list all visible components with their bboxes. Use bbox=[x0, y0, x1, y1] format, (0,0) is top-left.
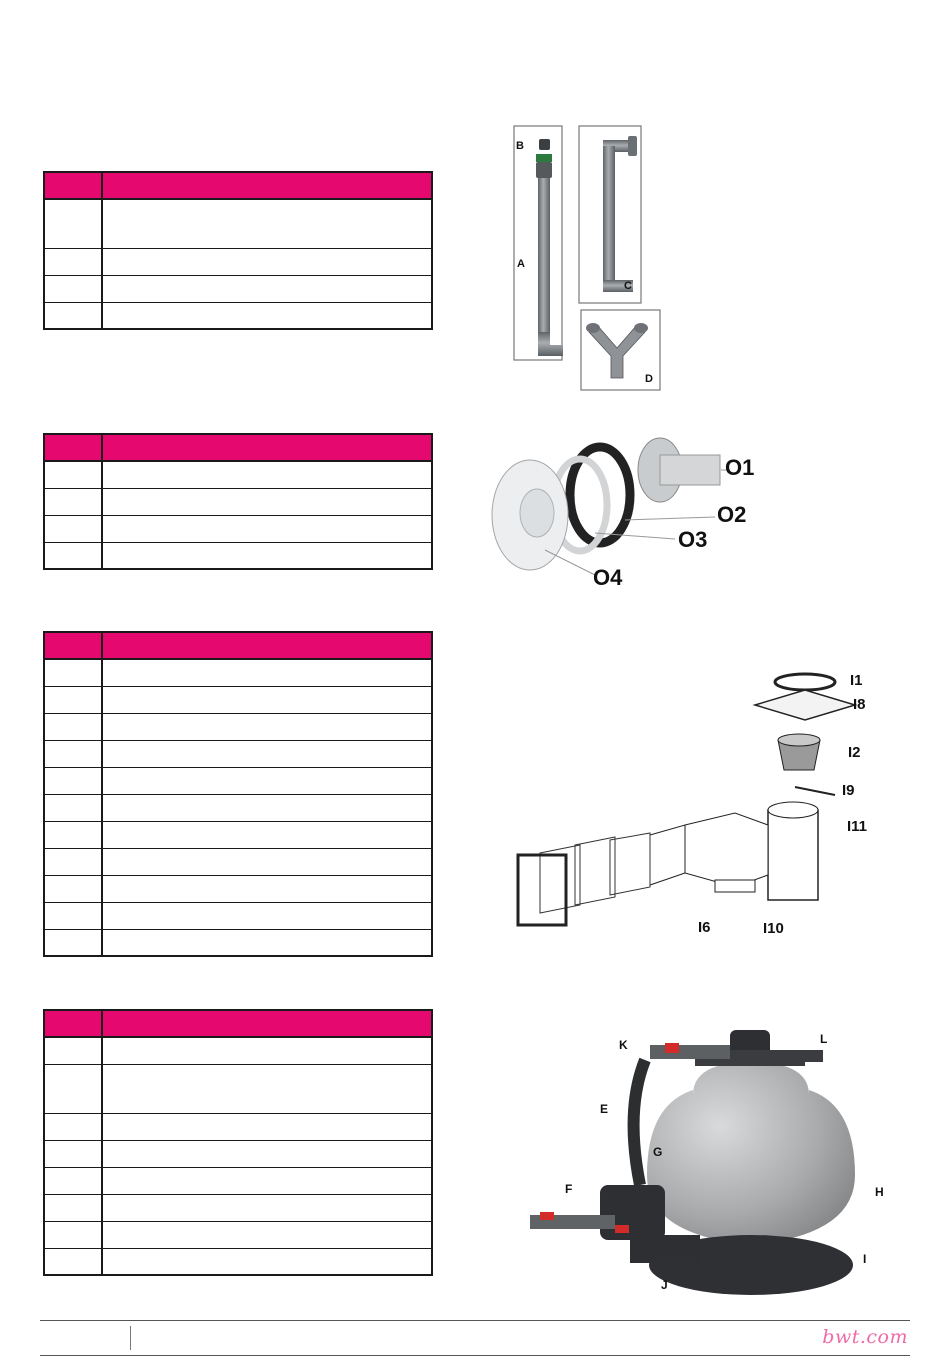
part-a-union bbox=[536, 162, 552, 178]
header-cell-ref bbox=[44, 1010, 102, 1037]
cell-ref bbox=[44, 848, 102, 875]
header-cell-description bbox=[102, 632, 432, 659]
parts-table-skimmer bbox=[43, 631, 433, 957]
table-row bbox=[44, 302, 432, 329]
table-row bbox=[44, 929, 432, 956]
label-g: G bbox=[653, 1145, 663, 1159]
part-d-port-right bbox=[634, 323, 648, 333]
part-b-green-ring bbox=[536, 154, 552, 162]
cell-description bbox=[102, 1194, 432, 1221]
label-a: A bbox=[517, 258, 525, 270]
cell-description bbox=[102, 275, 432, 302]
cell-ref bbox=[44, 902, 102, 929]
header-cell-description bbox=[102, 1010, 432, 1037]
filter-unit-illustration bbox=[515, 1020, 895, 1300]
cell-description bbox=[102, 302, 432, 329]
figure-pipes bbox=[505, 120, 675, 395]
label-i1: I1 bbox=[850, 672, 863, 689]
table-row bbox=[44, 1113, 432, 1140]
cell-ref bbox=[44, 1140, 102, 1167]
label-i6: I6 bbox=[698, 919, 711, 935]
table-header-row bbox=[44, 632, 432, 659]
table-row bbox=[44, 1194, 432, 1221]
table-row bbox=[44, 740, 432, 767]
part-f-handle-1 bbox=[540, 1212, 554, 1220]
label-l: L bbox=[820, 1032, 828, 1046]
cell-ref bbox=[44, 713, 102, 740]
part-b-cap bbox=[539, 139, 550, 150]
table-row bbox=[44, 488, 432, 515]
cell-ref bbox=[44, 1194, 102, 1221]
part-i11-body bbox=[768, 810, 818, 900]
cell-description bbox=[102, 1064, 432, 1113]
footer-bottom-rule bbox=[40, 1355, 910, 1356]
label-i8: I8 bbox=[853, 696, 866, 713]
cell-ref bbox=[44, 875, 102, 902]
part-i9-rod bbox=[795, 787, 835, 795]
part-e-hose bbox=[634, 1060, 645, 1185]
part-i10-pipe bbox=[715, 880, 755, 892]
table-row bbox=[44, 686, 432, 713]
label-i9: I9 bbox=[842, 782, 855, 799]
cell-ref bbox=[44, 767, 102, 794]
part-i8-lid bbox=[755, 690, 855, 720]
footer-divider bbox=[130, 1326, 131, 1350]
part-i6-flange bbox=[650, 825, 685, 885]
cell-description bbox=[102, 199, 432, 248]
cell-description bbox=[102, 1248, 432, 1275]
cell-description bbox=[102, 1221, 432, 1248]
table-row bbox=[44, 821, 432, 848]
cell-ref bbox=[44, 1167, 102, 1194]
cell-ref bbox=[44, 794, 102, 821]
cell-description bbox=[102, 902, 432, 929]
cell-description bbox=[102, 1113, 432, 1140]
cell-ref bbox=[44, 199, 102, 248]
figure-filter-unit bbox=[515, 1020, 895, 1300]
table-row bbox=[44, 713, 432, 740]
table-row bbox=[44, 1037, 432, 1064]
table-row bbox=[44, 848, 432, 875]
part-k-pipe bbox=[650, 1045, 730, 1059]
cell-description bbox=[102, 515, 432, 542]
cell-ref bbox=[44, 1221, 102, 1248]
part-i2-basket-rim bbox=[778, 734, 820, 746]
part-i1-ring bbox=[775, 674, 835, 690]
table-row bbox=[44, 515, 432, 542]
cell-description bbox=[102, 713, 432, 740]
cell-description bbox=[102, 1037, 432, 1064]
table-row bbox=[44, 1221, 432, 1248]
label-c: C bbox=[624, 280, 632, 292]
table-row bbox=[44, 902, 432, 929]
cell-ref bbox=[44, 1113, 102, 1140]
header-cell-ref bbox=[44, 632, 102, 659]
label-o3: O3 bbox=[678, 527, 708, 552]
header-cell-ref bbox=[44, 434, 102, 461]
header-cell-description bbox=[102, 434, 432, 461]
skimmer-illustration bbox=[510, 665, 890, 935]
table-header-row bbox=[44, 1010, 432, 1037]
label-e: E bbox=[600, 1102, 609, 1116]
cell-description bbox=[102, 1167, 432, 1194]
label-j: J bbox=[661, 1278, 668, 1292]
table-header-row bbox=[44, 434, 432, 461]
table-row bbox=[44, 1140, 432, 1167]
part-a-elbow bbox=[538, 332, 563, 356]
table-header-row bbox=[44, 172, 432, 199]
part-i11-top bbox=[768, 802, 818, 818]
part-o1-body bbox=[660, 455, 720, 485]
part-c-pipe bbox=[603, 146, 615, 286]
footer-brand-logo: bwt.com bbox=[822, 1326, 908, 1348]
table-row bbox=[44, 1167, 432, 1194]
cell-description bbox=[102, 848, 432, 875]
parts-table-pipes bbox=[43, 171, 433, 330]
cell-ref bbox=[44, 740, 102, 767]
cell-description bbox=[102, 794, 432, 821]
part-k-handle bbox=[665, 1043, 679, 1053]
table-row bbox=[44, 248, 432, 275]
table-row bbox=[44, 461, 432, 488]
cell-ref bbox=[44, 686, 102, 713]
part-g-pump bbox=[600, 1185, 665, 1240]
pipes-illustration bbox=[505, 120, 675, 395]
part-j-plate bbox=[630, 1235, 700, 1263]
cell-ref bbox=[44, 929, 102, 956]
cell-description bbox=[102, 461, 432, 488]
part-d-y-fitting bbox=[589, 325, 645, 378]
part-throat bbox=[685, 813, 768, 887]
cell-ref bbox=[44, 275, 102, 302]
part-c-top-cap bbox=[628, 136, 637, 156]
part-d-port-left bbox=[586, 323, 600, 333]
part-l-outlet bbox=[805, 1050, 823, 1062]
cell-description bbox=[102, 929, 432, 956]
parts-table-return-fitting bbox=[43, 433, 433, 570]
table-row bbox=[44, 542, 432, 569]
table-row bbox=[44, 767, 432, 794]
cell-ref bbox=[44, 488, 102, 515]
label-i2: I2 bbox=[848, 744, 861, 761]
label-h: H bbox=[875, 1185, 884, 1199]
table-row bbox=[44, 275, 432, 302]
gasket-2 bbox=[575, 837, 615, 905]
table-row bbox=[44, 659, 432, 686]
figure-return-fitting bbox=[485, 425, 775, 595]
cell-ref bbox=[44, 821, 102, 848]
label-k: K bbox=[619, 1038, 628, 1052]
label-i11: I11 bbox=[847, 818, 868, 835]
cell-ref bbox=[44, 1037, 102, 1064]
cell-description bbox=[102, 686, 432, 713]
part-f-handle-2 bbox=[615, 1225, 629, 1233]
cell-ref bbox=[44, 248, 102, 275]
cell-description bbox=[102, 875, 432, 902]
cell-ref bbox=[44, 461, 102, 488]
cell-ref bbox=[44, 542, 102, 569]
cell-description bbox=[102, 767, 432, 794]
cell-ref bbox=[44, 302, 102, 329]
cell-ref bbox=[44, 515, 102, 542]
label-o1: O1 bbox=[725, 455, 755, 480]
label-o4: O4 bbox=[593, 565, 623, 590]
label-o2: O2 bbox=[717, 502, 747, 527]
cell-description bbox=[102, 542, 432, 569]
cell-description bbox=[102, 821, 432, 848]
part-a-pipe bbox=[538, 178, 550, 336]
label-d: D bbox=[645, 373, 653, 385]
footer-top-rule bbox=[40, 1320, 910, 1321]
cell-description bbox=[102, 659, 432, 686]
cell-description bbox=[102, 488, 432, 515]
gasket-1 bbox=[610, 833, 650, 895]
leader-o4 bbox=[545, 550, 595, 575]
label-i: I bbox=[863, 1252, 867, 1266]
cell-description bbox=[102, 248, 432, 275]
part-h-tank bbox=[647, 1062, 855, 1245]
header-cell-description bbox=[102, 172, 432, 199]
figure-skimmer bbox=[510, 665, 890, 935]
cell-description bbox=[102, 740, 432, 767]
table-row bbox=[44, 794, 432, 821]
faceplate bbox=[518, 855, 566, 925]
label-i10: I10 bbox=[763, 920, 784, 935]
cell-ref bbox=[44, 1248, 102, 1275]
table-row bbox=[44, 199, 432, 248]
label-b: B bbox=[516, 140, 524, 152]
label-f: F bbox=[565, 1182, 573, 1196]
header-cell-ref bbox=[44, 172, 102, 199]
cell-ref bbox=[44, 659, 102, 686]
part-o4-center bbox=[520, 489, 554, 537]
leader-o2 bbox=[625, 517, 715, 520]
table-row bbox=[44, 875, 432, 902]
table-row bbox=[44, 1248, 432, 1275]
cell-ref bbox=[44, 1064, 102, 1113]
cell-description bbox=[102, 1140, 432, 1167]
parts-table-filter-unit bbox=[43, 1009, 433, 1276]
table-row bbox=[44, 1064, 432, 1113]
